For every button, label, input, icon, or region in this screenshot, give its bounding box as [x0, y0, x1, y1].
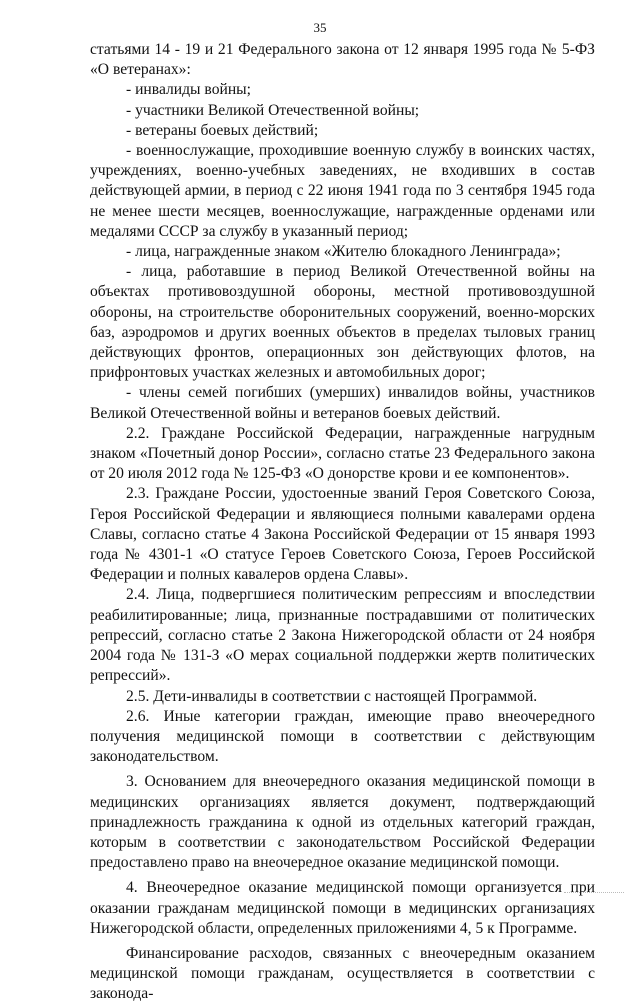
paragraph-2-6: 2.6. Иные категории граждан, имеющие право внеочередного получения медицинской помощи в соответствии с действующим законодательством.: [90, 707, 595, 766]
paragraph-2-2: 2.2. Граждане Российской Федерации, награжденные нагрудным знаком «Почетный донор России», согласно статье 23 Федерального закона от 20 июля 2012 года № 125-ФЗ «О донорстве крови и ее компонентов».: [90, 424, 595, 483]
list-item-combat-veterans: - ветераны боевых действий;: [126, 121, 319, 139]
paragraph-financing: Финансирование расходов, связанных с внеочередным оказанием медицинской помощи гражданам, осуществляется в соответствии с законода-: [90, 944, 595, 1003]
paragraph-2-3: 2.3. Граждане России, удостоенные званий Героя Советского Союза, Героя Российской Федерации и являющиеся полными кавалерами ордена Славы, согласно статье 4 Закона Российской Федерации от 15 января 1993 года № 4301-1 «О статусе Героев Советского Союза, Героев Российской Федерации и полных кавалеров ордена Славы».: [90, 485, 595, 584]
list-item-leningrad-blockade: - лица, награжденные знаком «Жителю блокадного Ленинграда»;: [126, 243, 561, 261]
list-item-war-invalids: - инвалиды войны;: [126, 81, 251, 99]
page-number: 35: [313, 20, 327, 35]
paragraph-2-5: 2.5. Дети-инвалиды в соответствии с настоящей Программой.: [126, 687, 538, 705]
list-item-family-members: - члены семей погибших (умерших) инвалидов войны, участников Великой Отечественной войны и ветеранов боевых действий.: [90, 384, 595, 422]
paragraph-3: 3. Основанием для внеочередного оказания медицинской помощи в медицинских организациях является документ, подтверждающий принадлежность гражданина к одной из отдельных категорий граждан, которым в соответствии с законодательством Российской Федерации предоставлено право на внеочередное оказание медицинской помощи.: [90, 773, 595, 872]
paragraph-4: 4. Внеочередное оказание медицинской помощи организуется при оказании гражданам медицинской помощи в медицинских организациях Нижегородской области, определенных приложениями 4, 5 к Программе.: [90, 879, 595, 937]
list-item-servicemen: - военнослужащие, проходившие военную службу в воинских частях, учреждениях, военно-учебных заведениях, не входивших в состав действующей армии, в период с 22 июня 1941 года по 3 сентября 1945 года не менее шести месяцев, военнослужащие, награжденные орденами или медалями СССР за службу в указанный период;: [90, 142, 595, 240]
paragraph-2-4: 2.4. Лица, подвергшиеся политическим репрессиям и впоследствии реабилитированные; лица, признанные пострадавшими от политических репрессий, согласно статье 2 Закона Нижегородской области от 24 ноября 2004 года № 131-З «О мерах социальной поддержки жертв политических репрессий».: [90, 586, 595, 685]
list-item-war-participants: - участники Великой Отечественной войны;: [126, 101, 420, 119]
document-body: [90, 40, 595, 1005]
scan-artifact: [564, 892, 624, 897]
paragraph-intro: статьями 14 - 19 и 21 Федерального закона от 12 января 1995 года № 5-ФЗ «О ветеранах»:: [90, 41, 595, 79]
list-item-defense-workers: - лица, работавшие в период Великой Отечественной войны на объектах противовоздушной обороны, местной противовоздушной обороны, на строительстве оборонительных сооружений, военно-морских баз, аэродромов и других военных объектов в пределах тыловых границ действующих фронтов, операционных зон действующих флотов, на прифронтовых участках железных и автомобильных дорог;: [90, 263, 595, 382]
